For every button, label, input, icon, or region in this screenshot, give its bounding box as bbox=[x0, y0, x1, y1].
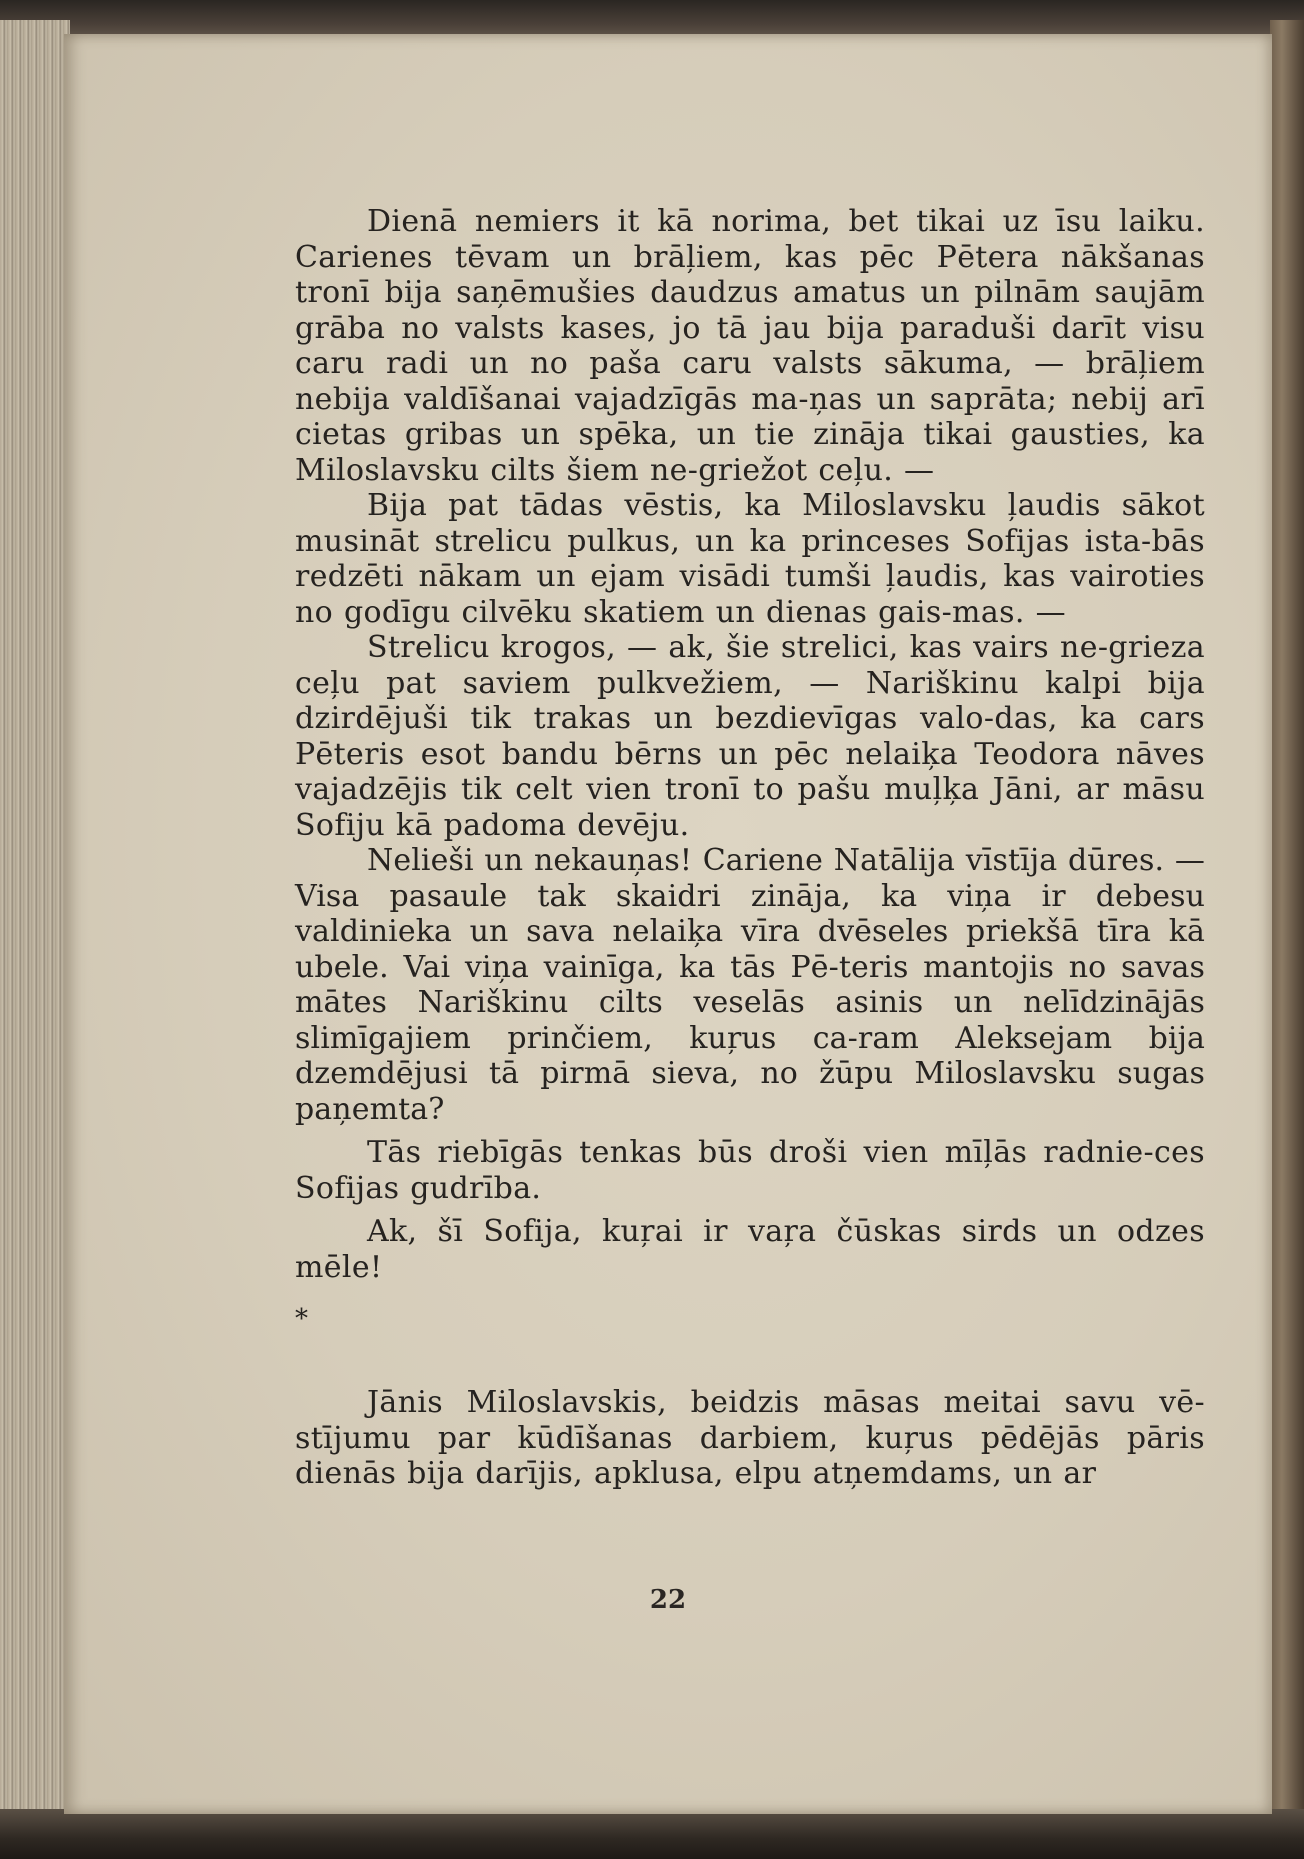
paragraph-7: Jānis Miloslavskis, beidzis māsas meitai savu vē-stījumu par kūdīšanas darbiem, kuŗus pēdējās pāris dienās bija darījis, apklusa, elpu atņemdams, un ar bbox=[295, 1385, 1205, 1491]
paragraph-1: Dienā nemiers it kā norima, bet tikai uz īsu laiku. Carienes tēvam un brāļiem, kas pēc Pētera nākšanas tronī bija saņēmušies daudzus amatus un pilnām saujām grāba no valsts kases, jo tā jau bija paraduši darīt visu caru radi un no paša caru valsts sākuma, — brāļiem nebija valdīšanai vajadzīgās ma-ņas un saprāta; nebij arī cietas gribas un spēka, un tie zināja tikai gausties, ka Miloslavsku cilts šiem ne-griežot ceļu. — bbox=[295, 204, 1205, 488]
book-page bbox=[64, 34, 1272, 1814]
book-bottom-edge bbox=[0, 1809, 1304, 1859]
page-text bbox=[295, 204, 1205, 1492]
section-separator: * bbox=[295, 1304, 309, 1334]
paragraph-2: Bija pat tādas vēstis, ka Miloslavsku ļaudis sākot musināt strelicu pulkus, un ka princeses Sofijas ista-bās redzēti nākam un ejam visādi tumši ļaudis, kas vairoties no godīgu cilvēku skatiem un dienas gais-mas. — bbox=[295, 488, 1205, 630]
paragraph-3: Strelicu krogos, — ak, šie strelici, kas vairs ne-grieza ceļu pat saviem pulkvežiem, — Nariškinu kalpi bija dzirdējuši tik trakas un bezdievīgas valo-das, ka cars Pēteris esot bandu bērns un pēc nelaiķa Teodora nāves vajadzējis tik celt vien tronī to pašu muļķa Jāni, ar māsu Sofiju kā padoma devēju. bbox=[295, 630, 1205, 843]
paragraph-4: Nelieši un nekauņas! Cariene Natālija vīstīja dūres. — Visa pasaule tak skaidri zināja, ka viņa ir debesu valdinieka un sava nelaiķa vīra dvēseles priekšā tīra kā ubele. Vai viņa vainīga, ka tās Pē-teris mantojis no savas mātes Nariškinu cilts veselās asinis un nelīdzinājās slimīgajiem prinčiem, kuŗus ca-ram Aleksejam bija dzemdējusi tā pirmā sieva, no žūpu Miloslavsku sugas paņemta? bbox=[295, 843, 1205, 1127]
paragraph-6: Ak, šī Sofija, kuŗai ir vaŗa čūskas sirds un odzes mēle! bbox=[295, 1214, 1205, 1285]
paragraph-5: Tās riebīgās tenkas būs droši vien mīļās radnie-ces Sofijas gudrība. bbox=[295, 1135, 1205, 1206]
stacked-page-edges bbox=[0, 20, 70, 1859]
book-right-edge bbox=[1270, 20, 1304, 1859]
page-number: 22 bbox=[649, 1585, 687, 1615]
